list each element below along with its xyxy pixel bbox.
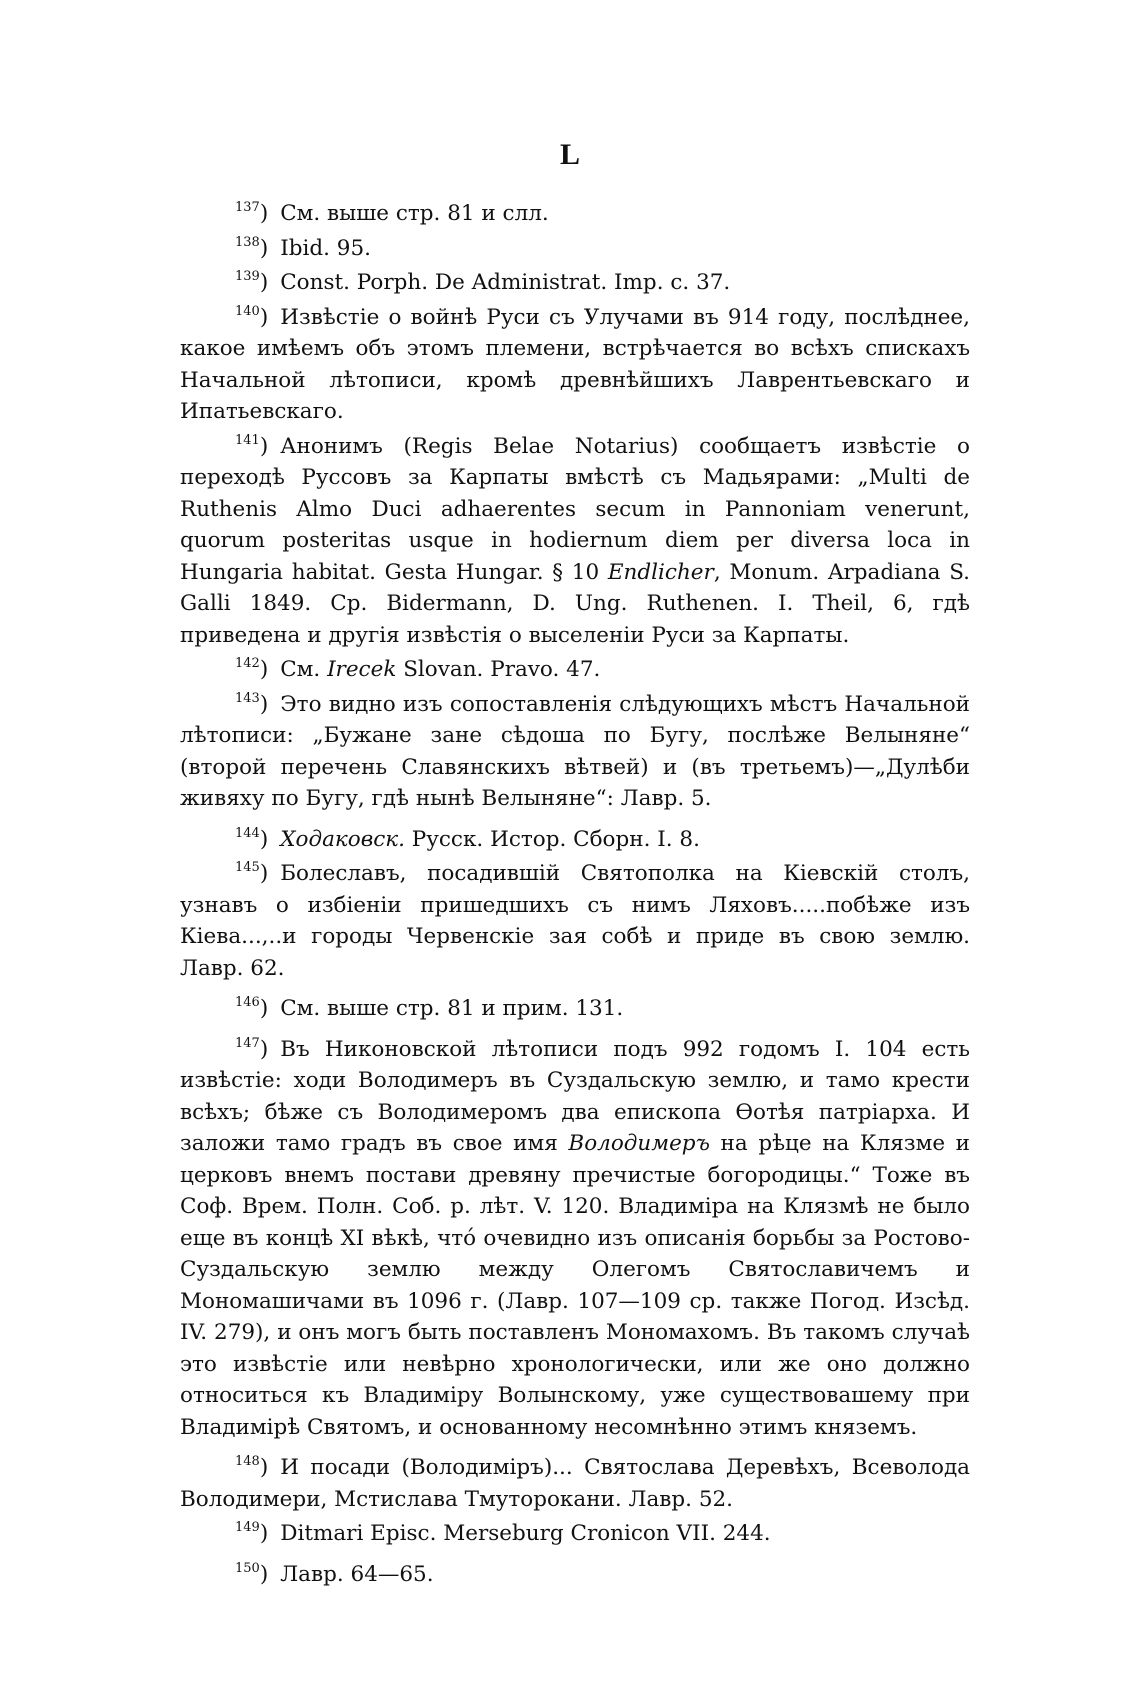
footnote-number: 147 (235, 1035, 260, 1051)
footnote-text: Const. Porph. De Administrat. Imp. c. 37. (280, 270, 731, 295)
footnote-bracket: ) (259, 270, 269, 295)
footnote-number: 150 (235, 1560, 260, 1576)
footnote-bracket: ) (259, 826, 269, 852)
footnote-text: , Monum. Arpadiana S. Galli 1849. Ср. Bidermann, D. Ung. Ruthenen. I. Theil, 6, гдѣ приведена и другія извѣстія о выселеніи Руси за Карпаты. (180, 559, 970, 648)
footnote-text: См. выше стр. 81 и слл. (280, 201, 549, 226)
footnotes-list (180, 198, 970, 1593)
footnote-143 (180, 689, 970, 815)
footnote-bracket: ) (259, 657, 269, 682)
footnote-bracket: ) (259, 691, 269, 717)
footnote-number: 149 (235, 1520, 260, 1535)
footnote-149 (180, 1518, 970, 1550)
footnote-italic-text: Ходаковск. (280, 826, 405, 852)
footnote-bracket: ) (259, 996, 269, 1021)
footnote-bracket: ) (259, 433, 269, 459)
footnote-number: 143 (235, 690, 260, 706)
footnote-bracket: ) (259, 1036, 269, 1062)
footnote-150 (180, 1559, 970, 1591)
footnote-text: Лавр. 64—65. (280, 1561, 434, 1587)
footnote-144 (180, 824, 970, 856)
footnote-number: 137 (235, 200, 260, 215)
footnote-number: 145 (235, 860, 260, 875)
footnote-text: См. (280, 657, 328, 682)
footnote-number: 138 (235, 234, 260, 250)
footnote-142 (180, 654, 970, 686)
footnote-number: 139 (235, 269, 260, 284)
footnote-137 (180, 198, 970, 230)
footnote-bracket: ) (259, 1521, 269, 1546)
footnote-italic-text: Irecek (327, 657, 397, 682)
footnote-text: См. выше стр. 81 и прим. 131. (280, 996, 624, 1021)
footnote-text: Анонимъ (Regis Belae Notarius) сообщаетъ извѣстіе о переходѣ Руссовъ за Карпаты вмѣстѣ съ Мадьярами: „Multi de Ruthenis Almo Duci adhaerentes secum in Pannoniam venerunt, quorum posteritas usque in hodiernum diem per diversa loca in Hungaria habitat. Gesta Hungar. § 10 (180, 433, 970, 585)
footnote-bracket: ) (259, 1455, 269, 1480)
footnote-text: Извѣстіе о войнѣ Руси съ Улучами въ 914 году, послѣднее, какое имѣемъ объ этомъ племени, встрѣчается во всѣхъ спискахъ Начальной лѣтописи, кромѣ древнѣйшихъ Лаврентьевскаго и Ипатьевскаго. (180, 304, 970, 424)
footnote-number: 141 (235, 432, 260, 448)
footnote-146 (180, 993, 970, 1025)
footnote-text: И посади (Володиміръ)... Святослава Деревѣхъ, Всеволода Володимери, Мстислава Тмуторокани. Лавр. 52. (180, 1455, 970, 1512)
footnote-138 (180, 233, 970, 265)
footnote-bracket: ) (259, 201, 269, 226)
footnote-italic-text: Endlicher (607, 559, 714, 585)
footnote-text: на рѣце на Клязме и церковъ внемъ постави древяну пречистые богородицы.“ Тоже въ Соф. Врем. Полн. Соб. р. лѣт. V. 120. Владиміра на Клязмѣ не было еще въ концѣ XI вѣкѣ, что́ очевидно изъ описанія борьбы за Ростово-Суздальскую землю между Олегомъ Святославичемъ и Мономашичами въ 1096 г. (Лавр. 107—109 ср. также Погод. Изсѣд. IV. 279), и онъ могъ быть поставленъ Мономахомъ. Въ такомъ случаѣ это извѣстіе или невѣрно хронологически, или же оно должно относиться къ Владиміру Волынскому, уже существовашему при Владимірѣ Святомъ, и основанному несомнѣнно этимъ княземъ. (180, 1131, 970, 1440)
footnote-text: Въ Никоновской лѣтописи подъ 992 годомъ I. 104 есть извѣстіе: ходи Володимеръ въ Суздальскую землю, и тамо крести всѣхъ; бѣже съ Володимеромъ два епископа Ѳотѣя патріарха. И заложи тамо градъ въ свое имя (180, 1036, 970, 1156)
footnote-139 (180, 267, 970, 299)
footnote-bracket: ) (259, 1561, 269, 1587)
footnote-number: 144 (235, 825, 260, 841)
footnote-141 (180, 431, 970, 652)
footnote-text: Slovan. Pravo. 47. (396, 657, 601, 682)
footnote-145 (180, 858, 970, 984)
page-number: L (559, 138, 580, 171)
footnote-bracket: ) (259, 304, 269, 330)
footnote-140 (180, 302, 970, 428)
footnote-bracket: ) (259, 861, 269, 886)
footnote-text: Это видно изъ сопоставленія слѣдующихъ мѣстъ Начальной лѣтописи: „Бужане зане сѣдоша по Бугу, послѣже Велыняне“ (второй перечень Славянскихъ вѣтвей) и (въ третьемъ)—„Дулѣби живяху по Бугу, гдѣ нынѣ Велыняне“: Лавр. 5. (180, 691, 970, 811)
footnote-italic-text: Володимеръ (568, 1131, 710, 1156)
footnote-148 (180, 1452, 970, 1515)
footnote-number: 140 (235, 303, 260, 319)
footnote-number: 142 (235, 656, 260, 671)
footnote-number: 146 (235, 995, 260, 1010)
footnote-text: Ibid. 95. (280, 235, 371, 261)
footnote-147 (180, 1034, 970, 1444)
footnote-text: Ditmari Episc. Merseburg Cronicon VII. 244. (280, 1521, 771, 1546)
footnote-number: 148 (235, 1454, 260, 1469)
footnote-text: Болеславъ, посадившій Святополка на Кіевскій столъ, узнавъ о избіеніи пришедшихъ съ нимъ Ляховъ.....побѣже изъ Кіева...,..и городы Червенскіе зая собѣ и приде въ свою землю. Лавр. 62. (180, 861, 970, 981)
footnote-bracket: ) (259, 235, 269, 261)
footnote-text: Русск. Истор. Сборн. I. 8. (404, 826, 700, 852)
